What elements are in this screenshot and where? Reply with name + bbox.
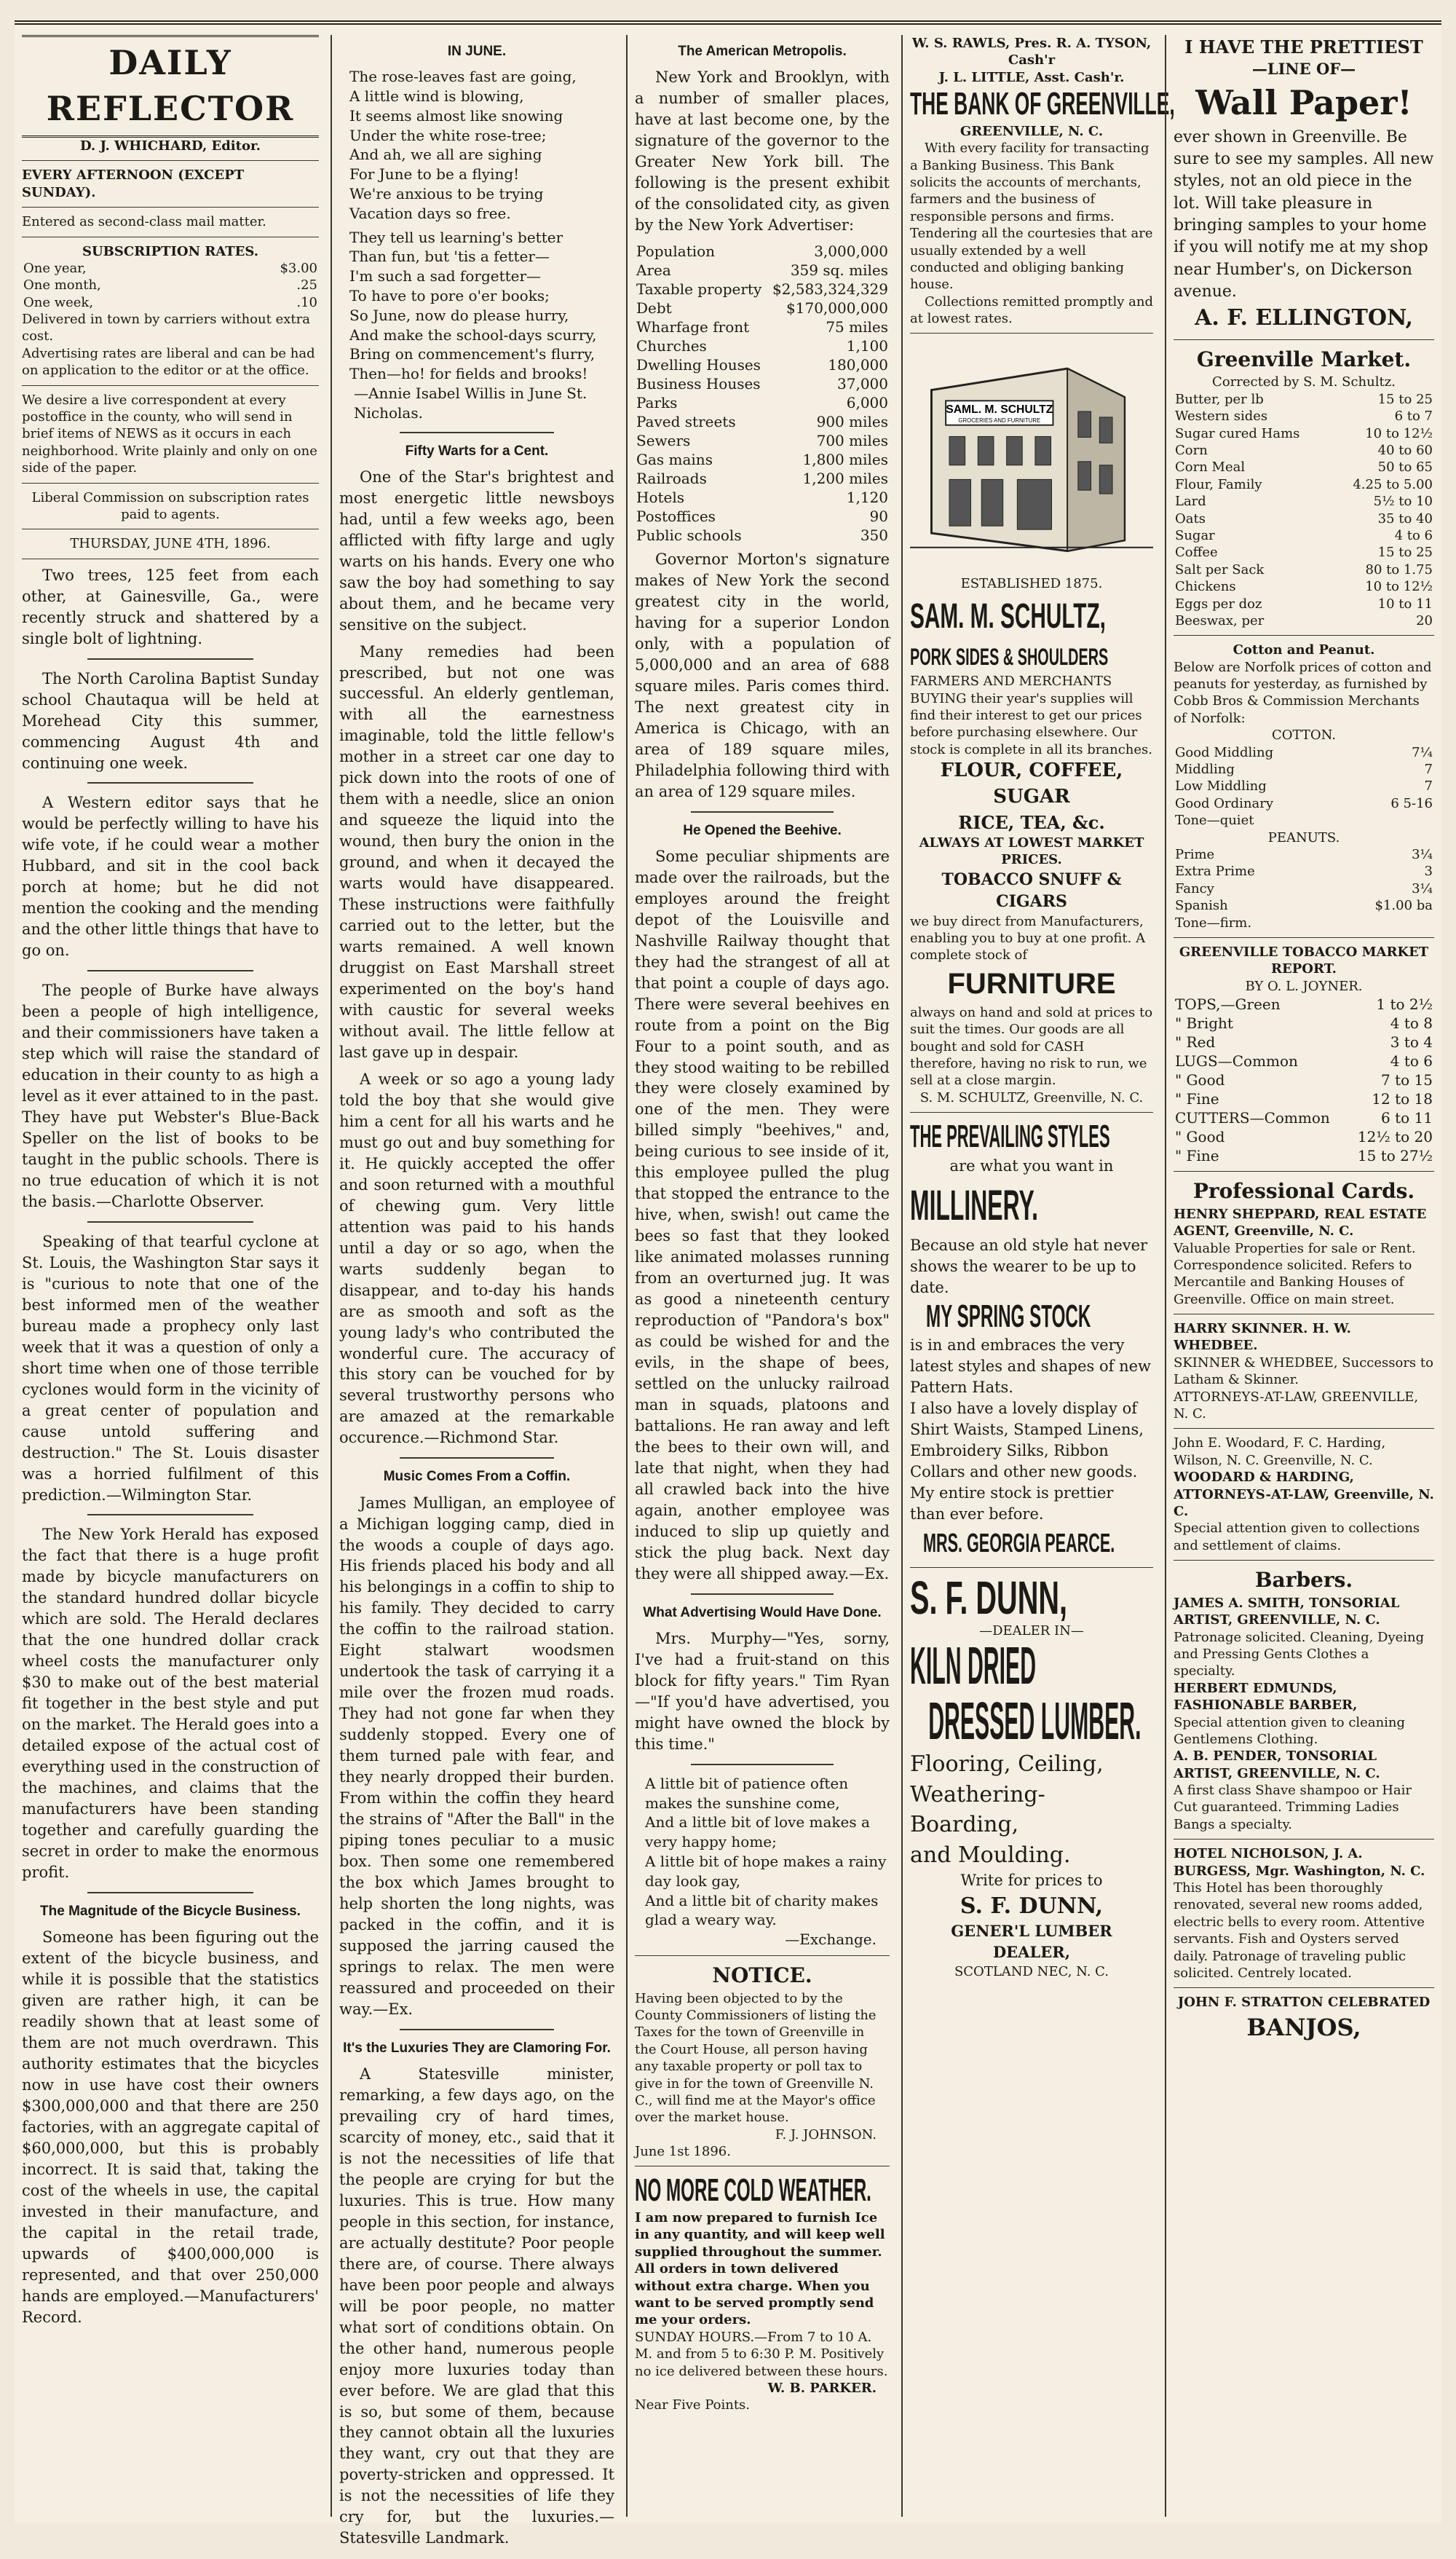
table-row: Middling 7 xyxy=(1175,762,1433,778)
poem-credit: —Annie Isabel Willis in June St. Nicholas. xyxy=(354,384,587,422)
article-heading: What Advertising Would Have Done. xyxy=(643,1604,882,1620)
card-skinner-title: ATTORNEYS-AT-LAW, GREENVILLE, N. C. xyxy=(1174,1389,1419,1422)
table-row: Good Middling 7¼ xyxy=(1175,744,1433,760)
table-row: Postoffices 90 xyxy=(636,507,888,525)
spring-stock: MY SPRING STOCK xyxy=(926,1298,1091,1334)
rate-row: One year, $3.00 xyxy=(23,260,317,276)
article-heading: Fifty Warts for a Cent. xyxy=(405,443,549,459)
lowest-prices: ALWAYS AT LOWEST MARKET PRICES. xyxy=(919,835,1144,868)
ice-hours: SUNDAY HOURS.—From 7 to 10 A. M. and from 5 to 6:30 P. M. Positively no ice delivered between these hours. xyxy=(635,2329,888,2379)
table-row: Sewers 700 miles xyxy=(636,431,888,449)
furniture-text: always on hand and sold at prices to suit the times. Our goods are all bought and sold for CASH therefore, having no risk to run, we sell at a close margin. xyxy=(910,1004,1153,1089)
table-row: Debt $170,000,000 xyxy=(636,299,888,317)
table-row: Churches 1,100 xyxy=(636,336,888,355)
rates-delivery: Delivered in town by carriers without extra cost. xyxy=(22,312,310,344)
card-edmunds-text: Special attention given to cleaning Gentlemens Clothing. xyxy=(1174,1714,1406,1747)
article-heading: It's the Luxuries They are Clamoring For. xyxy=(343,2040,611,2056)
table-row: Paved streets 900 miles xyxy=(636,412,888,430)
ice-location: Near Five Points. xyxy=(635,2397,751,2413)
table-row: CUTTERS—Common 6 to 11 xyxy=(1175,1109,1433,1127)
table-row: Sugar cured Hams 10 to 12½ xyxy=(1175,425,1433,441)
buy-direct: we buy direct from Manufacturers, enabling you to buy at one profit. A complete stock of xyxy=(910,913,1146,963)
article-paragraph: James Mulligan, an employee of a Michigan logging camp, died in the woods a couple of days ago. His friends placed his body and all his belongings in a coffin to ship to his family. They decided to carry the coffin to the railroad station. Eight stalwart woodsmen undertook the task of carrying it a mile over the frozen mud roads. They had not gone far when they suddenly stopped. Every one of them turned pale with fear, and they nearly dropped their burden. From within the coffin they heard the strains of "After the Ball" in the piping tones peculiar to a music box. Then some one remembered the box which James brought to help shorten the long nights, was packed in the coffin, and it is supposed the jarring caused the springs to relax. The men were reassured and proceeded on their way.—Ex. xyxy=(339,1494,614,2018)
wallpaper-line-1: I HAVE THE PRETTIEST xyxy=(1184,36,1423,58)
ice-body: I am now prepared to furnish Ice in any quantity, and will keep well supplied throughout the summer. All orders in town delivered without extra charge. When you want to be served promptly send me your orders. xyxy=(635,2210,885,2328)
write-prices: Write for prices to xyxy=(960,1872,1103,1890)
table-row: " Good 12½ to 20 xyxy=(1175,1128,1433,1146)
article-paragraph: Many remedies had been prescribed, but not one was successful. An elderly gentleman, with all the earnestness imaginable, told the little fellow's mother in a street car one day to pick down into the roots of one of them with a needle, slice an onion and squeeze the liquid into the wound, then bury the onion in the ground, and when it decayed the warts would have disappeared. These instructions were faithfully carried out to the letter, but the warts remained. A well known druggist on East Marshall street experimented on the boy's hand with caustic for several weeks without avail. The little fellow at last gave up in despair. xyxy=(339,642,614,1061)
article-heading: He Opened the Beehive. xyxy=(683,822,842,838)
card-pender-text: A first class Shave shampoo or Hair Cut guaranteed. Trimming Ladies Bangs a specialty. xyxy=(1174,1783,1412,1832)
table-row: Population 3,000,000 xyxy=(636,242,888,260)
masthead-schedule: EVERY AFTERNOON (EXCEPT SUNDAY). xyxy=(22,167,245,200)
bank-officers: W. S. RAWLS, Pres. R. A. TYSON, Cash'r xyxy=(911,36,1152,68)
article-heading: The Magnitude of the Bicycle Business. xyxy=(40,1903,301,1919)
masthead-editor: D. J. WHICHARD, Editor. xyxy=(79,138,261,154)
commission-notice: Liberal Commission on subscription rates paid to agents. xyxy=(31,489,309,522)
table-row: Corn Meal 50 to 65 xyxy=(1175,460,1433,476)
stratton-line: JOHN F. STRATTON CELEBRATED xyxy=(1177,1995,1431,2011)
spring-text: is in and embraces the very latest styles and shapes of new Pattern Hats. xyxy=(910,1336,1151,1397)
table-row: " Red 3 to 4 xyxy=(1175,1033,1433,1052)
wallpaper-text: ever shown in Greenville. Be sure to see my samples. All new styles, not an old piece in the lot. Will take pleasure in bringing samples to your home if you will notify me at my shop near Humber's, on Dickerson avenue. xyxy=(1174,127,1434,301)
old-style-text: Because an old style hat never shows the wearer to be up to date. xyxy=(910,1236,1148,1296)
card-hotel: HOTEL NICHOLSON, J. A. BURGESS, Mgr. Washington, N. C. xyxy=(1174,1846,1425,1879)
professional-cards-title: Professional Cards. xyxy=(1192,1179,1415,1204)
table-row: " Good 7 to 15 xyxy=(1175,1071,1433,1089)
flour-line: FLOUR, COFFEE, SUGAR xyxy=(940,760,1123,808)
table-row: Coffee 15 to 25 xyxy=(1175,545,1433,561)
cotton-title: Cotton and Peanut. xyxy=(1233,642,1375,658)
table-row: Taxable property $2,583,324,329 xyxy=(636,280,888,298)
verse-credit: —Exchange. xyxy=(785,1931,877,1949)
article-paragraph: Mrs. Murphy—"Yes, sorny, I've had a fruit-stand on this block for fifty years." Tim Ryan—"If you'd have advertised, you might have owned the block by this time." xyxy=(635,1629,890,1753)
article-heading: Music Comes From a Coffin. xyxy=(383,1469,571,1485)
notice-date: June 1st 1896. xyxy=(635,2144,731,2160)
dunn-heading: S. F. DUNN, xyxy=(910,1571,1068,1624)
article-paragraph: Someone has been figuring out the extent of the bicycle business, and while it is possible that the statistics given are rather high, it can be readily shown that at least some of them are not much overdrawn. This authority estimates that the bicycles now in use have cost their owners $300,000,000 and that there are 250 factories, with an aggregate capital of $60,000,000, but this is probably incorrect. It is said that, taking the cost of the wheels in use, the capital invested in their manufacture, and the capital in the retail trade, upwards of $400,000,000 is represented, and that over 250,000 hands are employed.—Manufacturers' Record. xyxy=(22,1928,319,2326)
table-row: Corn 40 to 60 xyxy=(1175,443,1433,458)
prettier-text: My entire stock is prettier than ever before. xyxy=(910,1484,1114,1523)
article-paragraph: Governor Morton's signature makes of New York the second greatest city in the world, having for a superior London only, with a population of 5,000,000 and an area of 688 square miles. Paris comes third. The next greatest city in America is Chicago, with an area of 189 square miles, Philadelphia following third with an area of 129 square miles. xyxy=(635,550,890,800)
farmers-text: FARMERS AND MERCHANTS BUYING their year's supplies will find their interest to get our prices before purchasing elsewhere. Our stock is complete in all its branches. xyxy=(910,674,1152,757)
column-3 xyxy=(626,35,897,2517)
table-row: Western sides 6 to 7 xyxy=(1175,409,1433,425)
bank-name: THE BANK OF GREENVILLE, xyxy=(910,86,1175,122)
furniture-signature: S. M. SCHULTZ, Greenville, N. C. xyxy=(919,1089,1144,1105)
city-stats-table xyxy=(635,242,890,545)
table-row: Gas mains 1,800 miles xyxy=(636,450,888,468)
market-corrected-by: Corrected by S. M. Schultz. xyxy=(1212,374,1396,390)
moulding-line: and Moulding. xyxy=(910,1842,1071,1868)
wallpaper-heading: Wall Paper! xyxy=(1195,83,1412,123)
correspondent-notice: We desire a live correspondent at every postoffice in the county, who will send in brief items of NEWS as it occurs in each neighborhood. Write plainly and only on one side of the paper. xyxy=(22,392,317,476)
table-row: Business Houses 37,000 xyxy=(636,374,888,393)
tobacco-line: TOBACCO SNUFF & CIGARS xyxy=(941,870,1122,912)
prevailing-styles: THE PREVAILING STYLES xyxy=(910,1119,1110,1155)
barbers-title: Barbers. xyxy=(1254,1568,1353,1593)
table-row: Wharfage front 75 miles xyxy=(636,318,888,336)
table-row: Area 359 sq. miles xyxy=(636,261,888,279)
rate-row: One week, .10 xyxy=(23,294,317,310)
dunn-name: S. F. DUNN, xyxy=(960,1893,1104,1919)
column-5 xyxy=(1165,35,1441,2517)
notice-text: Having been objected to by the County Commissioners of listing the Taxes for the town of Greenville in the Court House, all person having any taxable property or poll tax to give in for the town of Greenville N. C., will find me at the Mayor's office over the market house. xyxy=(635,1990,877,2126)
table-row: Extra Prime 3 xyxy=(1175,864,1433,880)
table-row: Eggs per doz 10 to 11 xyxy=(1175,596,1433,612)
ellington-name: A. F. ELLINGTON, xyxy=(1195,305,1413,331)
table-row: " Bright 4 to 8 xyxy=(1175,1014,1433,1033)
article-paragraph: One of the Star's brightest and most energetic little newsboys had, until a few weeks ago, been afflicted with fifty large and ugly warts on his hands. Every one who saw the boy had something to say about them, and he became very sensitive on the subject. xyxy=(339,468,614,634)
bank-officers-2: J. L. LITTLE, Asst. Cash'r. xyxy=(938,69,1125,85)
article-paragraph: The New York Herald has exposed the fact that there is a huge profit made by bicycle manufacturers on the standard hundred dollar bicycle which are sold. The Herald declares that the one hundred dollar crack wheel costs the manufacturer only $30 to make out of the best material fit together in the best style and put on the market. The Herald goes into a detailed expose of the actual cost of everything used in the construction of the machines, and claims that the manufacturers have been standing together and carefully guarding the secret in order to make the enormous profit. xyxy=(22,1526,319,1881)
table-row: Salt per Sack 80 to 1.75 xyxy=(1175,561,1433,577)
masthead-title: DAILY REFLECTOR xyxy=(22,35,319,138)
table-row: Beeswax, per 20 xyxy=(1175,612,1433,628)
tobacco-table xyxy=(1174,995,1434,1165)
article-paragraph: The people of Burke have always been a people of high intelligence, and their commissioners have taken a step which will raise the standard of education in their county to as high a level as it ever attained to in the past. They have put Webster's Blue-Back Speller on the list of books to be taught in the public schools. There is no true education of which it is not the basis.—Charlotte Observer. xyxy=(22,982,319,1210)
card-woodard: John E. Woodard, F. C. Harding, Wilson, N. C. Greenville, N. C. xyxy=(1174,1435,1386,1468)
rice-line: RICE, TEA, &c. xyxy=(958,811,1105,833)
table-row: Lard 5½ to 10 xyxy=(1175,494,1433,510)
table-row: Hotels 1,120 xyxy=(636,488,888,506)
table-row: Good Ordinary 6 5-16 xyxy=(1175,795,1433,811)
are-what: are what you want in xyxy=(949,1156,1114,1175)
table-row: LUGS—Common 4 to 6 xyxy=(1175,1052,1433,1070)
table-row: Fancy 3¼ xyxy=(1175,880,1433,896)
store-building-illustration xyxy=(910,345,1153,564)
table-row: Low Middling 7 xyxy=(1175,778,1433,794)
rate-row: One month, .25 xyxy=(23,277,317,293)
rates-table xyxy=(22,260,319,311)
pearce-name: MRS. GEORGIA PEARCE. xyxy=(923,1528,1115,1558)
market-table xyxy=(1174,391,1434,629)
table-row: " Fine 12 to 18 xyxy=(1175,1090,1433,1108)
table-row: Public schools 350 xyxy=(636,526,888,544)
article-paragraph: The North Carolina Baptist Sunday school Chautaqua will be held at Morehead City this summer, commencing August 4th and continuing one week. xyxy=(22,669,319,772)
established: ESTABLISHED 1875. xyxy=(960,576,1103,592)
kiln-dried: KILN DRIED xyxy=(910,1637,1037,1696)
article-paragraph: A week or so ago a young lady told the boy that she would give him a cent for all his warts and he must go out and buy something for it. He quickly accepted the offer and soon returned with a mouthful of chewing gum. Very little attention was paid to his hands until a day or so ago, when the warts suddenly began to disappear, and to-day his hands are as smooth and soft as the young lady's who contributed the wonderful cure. The accuracy of this story can be vouched for by several trustworthy persons who are amazed at the remarkable occurence.—Richmond Star. xyxy=(339,1070,614,1447)
bank-city: GREENVILLE, N. C. xyxy=(960,123,1104,139)
dateline: THURSDAY, JUNE 4TH, 1896. xyxy=(70,536,271,552)
card-smith: JAMES A. SMITH, TONSORIAL ARTIST, GREENVILLE, N. C. xyxy=(1174,1595,1400,1628)
tobacco-report-by: BY O. L. JOYNER. xyxy=(1245,978,1363,994)
article-paragraph: New York and Brooklyn, with a number of smaller places, have at last become one, by the signature of the governor to the Greater New York bill. The following is the present exhibit of the consolidated city, as given by the New York Advertiser: xyxy=(635,68,890,234)
ice-heading: NO MORE COLD WEATHER. xyxy=(635,2172,871,2209)
dealer-in: —DEALER IN— xyxy=(979,1622,1084,1639)
rates-advertising: Advertising rates are liberal and can be had on application to the editor or at the office. xyxy=(22,345,315,379)
masthead-entered: Entered as second-class mail matter. xyxy=(22,214,266,230)
banjos-heading: BANJOS, xyxy=(1246,2013,1361,2041)
card-edmunds: HERBERT EDMUNDS, FASHIONABLE BARBER, xyxy=(1174,1680,1358,1714)
table-row: Oats 35 to 40 xyxy=(1175,510,1433,527)
article-paragraph: Two trees, 125 feet from each other, at Gainesville, Ga., were recently struck and shattered by a single bolt of lightning. xyxy=(22,566,319,647)
table-row: Railroads 1,200 miles xyxy=(636,469,888,487)
dressed-lumber: DRESSED LUMBER. xyxy=(928,1692,1142,1751)
store-sign-text: SAML. M. SCHULTZ xyxy=(946,403,1053,417)
article-heading: The American Metropolis. xyxy=(678,44,847,59)
card-woodard-text: Special attention given to collections and settlement of claims. xyxy=(1174,1521,1420,1553)
poem: The rose-leaves fast are going, A little wind is blowing, It seems almost like snowing Under the white rose-tree; And ah, we all are sighing For June to be a flying! We're anxious to be trying Vacation days so free. They tell us learning's better Than fun, but 'tis a fetter— I'm such a sad forgetter— To have to pore o'er books; So June, now do please hurry, And make the school-days scurry, Bring on commencement's flurry, Then—ho! for fields and brooks! xyxy=(349,68,597,383)
peanut-heading: PEANUTS. xyxy=(1267,829,1340,845)
lumber-dealer: GENER'L LUMBER DEALER, xyxy=(951,1922,1112,1962)
ice-signature: W. B. PARKER. xyxy=(767,2380,877,2396)
cotton-heading: COTTON. xyxy=(1272,728,1336,744)
card-smith-text: Patronage solicited. Cleaning, Dyeing and Pressing Gents Clothes a specialty. xyxy=(1174,1629,1425,1679)
store-sign-subtext: GROCERIES AND FURNITURE xyxy=(958,417,1041,425)
card-hotel-text: This Hotel has been thoroughly renovated, several new rooms added, electric bells to every room. Attentive servants. Fish and Oysters served daily. Patronage of traveling public solicited. Centrely located. xyxy=(1174,1880,1425,1981)
article-paragraph: A Western editor says that he would be perfectly willing to have his wife vote, if he could wear a mother Hubbard, and sit in the cool back porch at home; but he did not mention the cooking and the mending and the other little things that have to go on. xyxy=(22,794,319,960)
table-row: Tone—firm. xyxy=(1175,915,1252,931)
verse: A little bit of patience often makes the sunshine come, And a little bit of love makes a very happy home; A little bit of hope makes a rainy day look gay, And a little bit of charity makes glad a weary way. xyxy=(645,1774,887,1929)
table-row: " Fine 15 to 27½ xyxy=(1175,1147,1433,1165)
table-row: Flour, Family 4.25 to 5.00 xyxy=(1175,476,1433,492)
column-2 xyxy=(331,35,622,2547)
article-paragraph: A Statesville minister, remarking, a few days ago, on the prevailing cry of hard times, scarcity of money, etc., said that it is not the necessities of life that the people are crying for but the luxuries. This is true. How many people in this section, for instance, are actually destitute? Poor people there are, of course. There always have been poor people and always will be poor people, no matter what sort of conditions obtain. On the other hand, numerous people enjoy more luxuries today than ever before. We are glad that this is so, but some of them, because they cannot obtain all the luxuries they want, cry out that they are poverty-stricken and oppressed. It is not the necessities of life they cry for, but the luxuries.—Statesville Landmark. xyxy=(339,2065,614,2547)
card-skinner: HARRY SKINNER. H. W. WHEDBEE. xyxy=(1174,1321,1351,1354)
column-4 xyxy=(901,35,1175,2517)
wallpaper-line-2: —LINE OF— xyxy=(1251,60,1356,79)
market-title: Greenville Market. xyxy=(1196,347,1412,371)
table-row: TOPS,—Green 1 to 2½ xyxy=(1175,995,1433,1014)
article-paragraph: Some peculiar shipments are made over the railroads, but the employes around the freight depot of the Louisville and Nashville Railway thought that they had the strangest of all at that point a couple of days ago. There were several beehives en route from a point on the Big Four to a point south, and as they stood waiting to be rebilled they were closely examined by one of the men. They were billed simply "beehives," and, being curious to see inside of it, this employee pulled the plug that stopped the entrance to the hive, when, swish! out came the bees so fast that they looked like animated molasses running from an overturned jug. It was as good a nineteenth century reproduction of "Pandora's box" as could be wished for and the evils, in the shape of bees, settled on the unlucky railroad man in squads, platoons and battalions. He ran away and left the bees to their own will, and late that night, when they had all crawled back into the hive again, another employee was induced to slip up quietly and stick the plug back. Next day they were all shipped away.—Ex. xyxy=(635,847,890,1582)
card-pender: A. B. PENDER, TONSORIAL ARTIST, GREENVILLE, N. C. xyxy=(1174,1748,1380,1781)
peanut-table xyxy=(1174,846,1434,931)
notice-title: NOTICE. xyxy=(712,1963,812,1987)
newspaper-page xyxy=(15,20,1441,2547)
poem-title: IN JUNE. xyxy=(447,44,507,59)
cotton-intro: Below are Norfolk prices of cotton and peanuts for yesterday, as furnished by Cobb Bros & Commission Merchants of Norfolk: xyxy=(1174,659,1432,726)
bank-collections: Collections remitted promptly and at lowest rates. xyxy=(910,293,1153,327)
card-woodard-firm: WOODARD & HARDING, ATTORNEYS-AT-LAW, Greenville, N. C. xyxy=(1174,1470,1434,1519)
table-row: Tone—quiet xyxy=(1175,813,1254,829)
article-paragraph: Speaking of that tearful cyclone at St. Louis, the Washington Star says it is "curious to note that one of the best informed men of the weather bureau made a prophecy only last week that it was a question of only a short time when one of those terrible cyclones would form in the vicinity of a great center of population and cause untold suffering and destruction." The St. Louis disaster was a horried fulfilment of this prediction.—Wilmington Star. xyxy=(22,1232,319,1504)
display-text: I also have a lovely display of Shirt Waists, Stamped Linens, Embroidery Silks, Ribbon Collars and other new goods. xyxy=(910,1400,1144,1481)
table-row: Spanish $1.00 ba xyxy=(1175,898,1433,914)
scotland-neck: SCOTLAND NEC, N. C. xyxy=(954,1964,1109,1980)
flooring-line: Flooring, Ceiling, xyxy=(910,1751,1104,1778)
column-1 xyxy=(15,35,326,2517)
table-row: Prime 3¼ xyxy=(1175,846,1433,862)
table-row: Parks 6,000 xyxy=(636,393,888,411)
card-skinner-firm: SKINNER & WHEDBEE, Successors to Latham & Skinner. xyxy=(1174,1355,1433,1388)
weather-line: Weathering-Boarding, xyxy=(910,1781,1045,1838)
table-row: Chickens 10 to 12½ xyxy=(1175,579,1433,595)
furniture-heading: FURNITURE xyxy=(947,967,1116,1000)
table-row: Butter, per lb 15 to 25 xyxy=(1175,391,1433,407)
millinery-heading: MILLINERY. xyxy=(910,1181,1039,1229)
cotton-table xyxy=(1174,744,1434,829)
card-sheppard: HENRY SHEPPARD, REAL ESTATE AGENT, Greenville, N. C. xyxy=(1174,1206,1427,1239)
table-row: Dwelling Houses 180,000 xyxy=(636,355,888,374)
bank-text: With every facility for transacting a Banking Business. This Bank solicits the accounts of merchants, farmers and the business of responsible persons and firms. Tendering all the courtesies that are usually extended by a well conducted and obliging banking house. xyxy=(910,141,1153,293)
tobacco-report-title: GREENVILLE TOBACCO MARKET REPORT. xyxy=(1179,944,1429,977)
schultz-name: SAM. M. SCHULTZ, xyxy=(910,596,1106,636)
card-sheppard-text: Valuable Properties for sale or Rent. Correspondence solicited. Refers to Mercantile and Banking Houses of Greenville. Office on main street. xyxy=(1174,1240,1416,1307)
notice-signature: F. J. JOHNSON. xyxy=(775,2126,877,2142)
pork-sides: PORK SIDES & SHOULDERS xyxy=(910,644,1109,671)
table-row: Sugar 4 to 6 xyxy=(1175,527,1433,543)
rates-heading: SUBSCRIPTION RATES. xyxy=(82,243,259,259)
